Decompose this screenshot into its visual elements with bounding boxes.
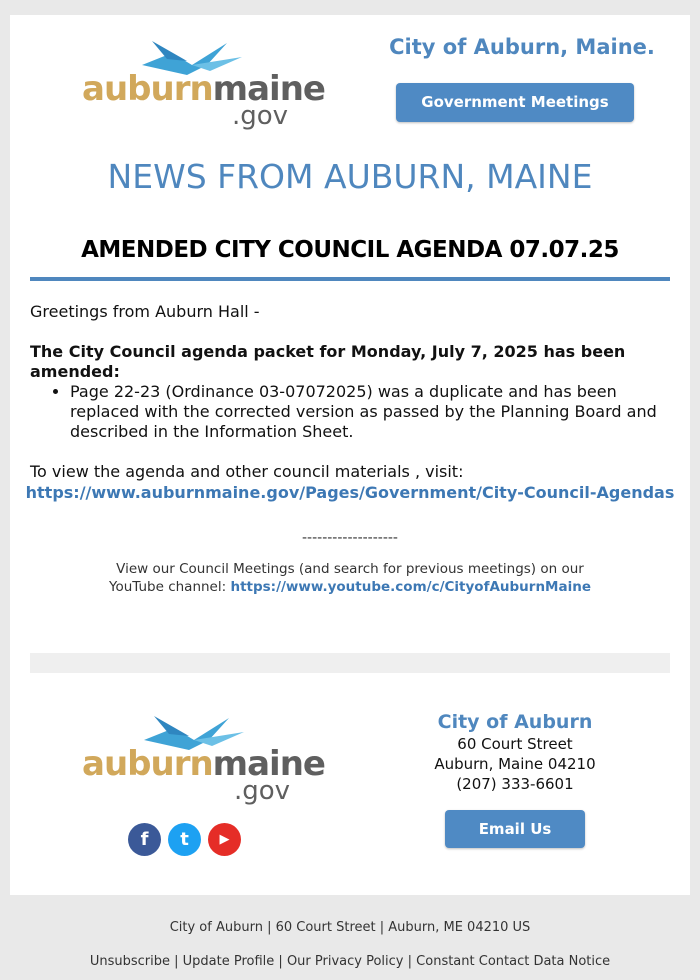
footer-address: City of Auburn | 60 Court Street | Auburn, ME 04210 US [169, 920, 531, 935]
data-notice-link[interactable]: Constant Contact Data Notice [416, 954, 611, 969]
article-body [30, 302, 675, 482]
update-profile-link[interactable]: Update Profile [182, 954, 275, 969]
list-item: • Page 22-23 (Ordinance 03-07072025) was a duplicate and has been replaced with the corrected version as passed by the Planning Board and described in the Information Sheet. [70, 382, 675, 442]
logo-wordmark: auburnmaine [82, 744, 325, 784]
contact-street: 60 Court Street [457, 735, 573, 753]
youtube-note [100, 560, 600, 596]
contact-block [395, 710, 635, 794]
youtube-link[interactable]: https://www.youtube.com/c/CityofAuburnMaine [230, 579, 591, 595]
logo-gov: .gov [234, 776, 291, 806]
twitter-icon[interactable]: t [168, 823, 201, 856]
contact-city: Auburn, Maine 04210 [434, 755, 596, 773]
contact-name: City of Auburn [437, 711, 593, 733]
view-instructions: To view the agenda and other council materials , visit: [30, 462, 464, 481]
section-separator [30, 653, 670, 673]
email-card [10, 15, 690, 895]
agenda-link[interactable]: https://www.auburnmaine.gov/Pages/Government/City-Council-Agendas [25, 483, 675, 502]
footer-links: Unsubscribe | Update Profile | Our Privacy Policy | Constant Contact Data Notice [89, 954, 611, 969]
city-name-heading: City of Auburn, Maine. [389, 35, 655, 59]
youtube-text: View our Council Meetings (and search for previous meetings) on our YouTube channel: [109, 561, 584, 595]
greeting-text: Greetings from Auburn Hall - [30, 302, 260, 321]
government-meetings-button[interactable]: Government Meetings [396, 83, 634, 122]
youtube-icon[interactable]: ▶ [208, 823, 241, 856]
unsubscribe-link[interactable]: Unsubscribe [89, 954, 170, 969]
contact-phone: (207) 333-6601 [456, 775, 574, 793]
footer-logo[interactable] [82, 710, 325, 806]
privacy-policy-link[interactable]: Our Privacy Policy [286, 954, 404, 969]
divider-text: ------------------- [302, 530, 398, 546]
facebook-icon[interactable]: f [128, 823, 161, 856]
amendment-list [30, 382, 675, 442]
title-rule [30, 277, 670, 281]
email-us-button[interactable]: Email Us [445, 810, 585, 848]
news-banner-title: NEWS FROM AUBURN, MAINE [107, 157, 593, 196]
article-title: AMENDED CITY COUNCIL AGENDA 07.07.25 [81, 237, 619, 263]
logo-wordmark: auburnmaine [82, 69, 325, 109]
logo-gov: .gov [232, 101, 289, 131]
header-logo[interactable] [82, 35, 325, 131]
amended-notice: The City Council agenda packet for Monday, July 7, 2025 has been amended: [30, 342, 626, 381]
